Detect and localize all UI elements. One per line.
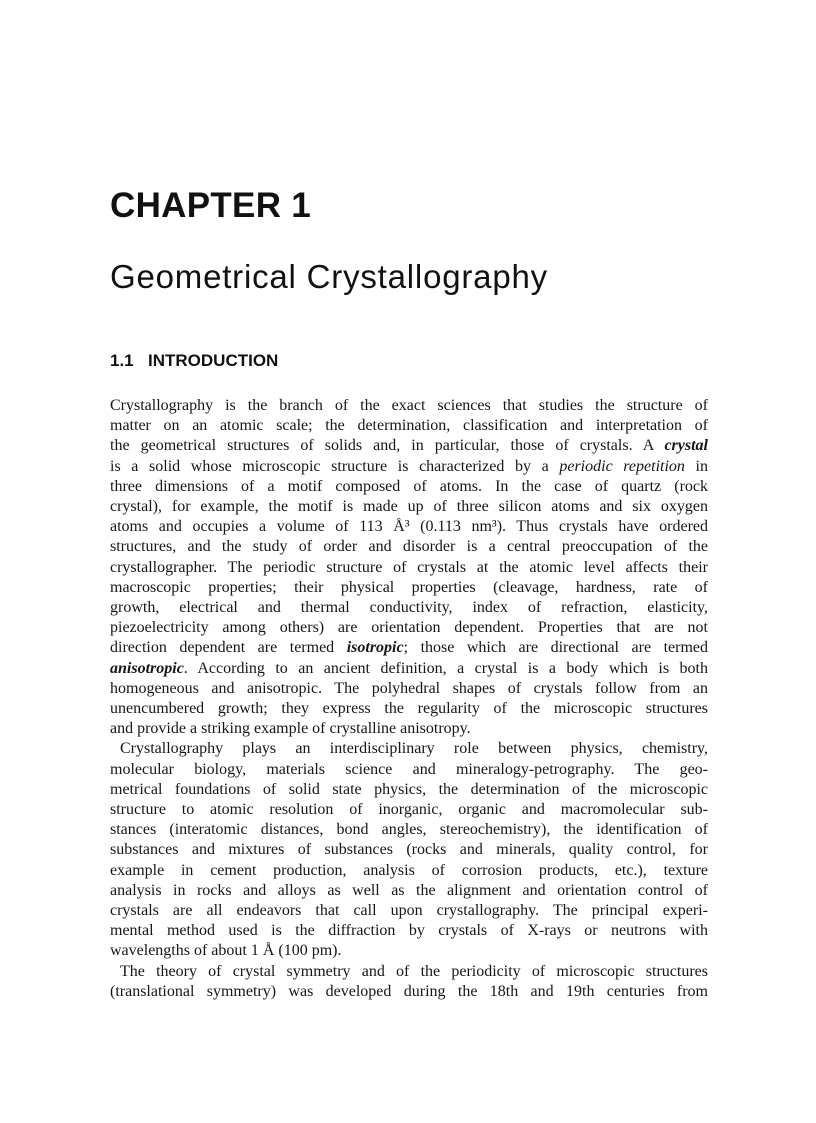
term-periodic-repetition: periodic repetition (559, 457, 685, 475)
section-heading (110, 350, 278, 372)
text-line: and provide a striking example of crystalline anisotropy. (110, 720, 471, 738)
text-line: analysis in rocks and alloys as well as the alignment and orientation control of (110, 881, 708, 899)
section-number: 1.1 (110, 351, 134, 370)
term-anisotropic: anisotropic (110, 659, 184, 677)
term-crystal: crystal (664, 437, 708, 455)
paragraph-1 (110, 396, 708, 739)
text-line: anisotropic. According to an ancient definition, a crystal is a body which is both (110, 659, 708, 677)
text-line: (translational symmetry) was developed during the 18th and 19th centuries from (110, 982, 708, 1000)
text-line: crystal), for example, the motif is made up of three silicon atoms and six oxygen (110, 498, 708, 516)
term-isotropic: isotropic (346, 639, 404, 657)
text-line: structures, and the study of order and disorder is a central preoccupation of the (110, 538, 708, 556)
text-line: macroscopic properties; their physical properties (cleavage, hardness, rate of (110, 578, 708, 596)
text-line: matter on an atomic scale; the determination, classification and interpretation of (110, 417, 708, 435)
text-line: is a solid whose microscopic structure is characterized by a periodic repetition in (110, 457, 709, 475)
text-line: unencumbered growth; they express the regularity of the microscopic structures (110, 700, 708, 718)
text-line: atoms and occupies a volume of 113 Å³ (0.113 nm³). Thus crystals have ordered (110, 518, 708, 536)
chapter-title: Geometrical Crystallography (110, 258, 548, 295)
text-line: crystallographer. The periodic structure of crystals at the atomic level affects their (110, 558, 708, 576)
text-line: three dimensions of a motif composed of atoms. In the case of quartz (rock (110, 477, 708, 495)
text-line: growth, electrical and thermal conductivity, index of refraction, elasticity, (110, 599, 708, 617)
text-line: mental method used is the diffraction by crystals of X-rays or neutrons with (110, 922, 708, 940)
text-line: direction dependent are termed isotropic; those which are directional are termed (110, 639, 708, 657)
text-line: crystals are all endeavors that call upon crystallography. The principal experi- (110, 902, 708, 920)
text-line: Crystallography plays an interdisciplinary role between physics, chemistry, (120, 740, 708, 758)
text-line: example in cement production, analysis of corrosion products, etc.), texture (110, 861, 708, 879)
text-line: substances and mixtures of substances (rocks and minerals, quality control, for (110, 841, 708, 859)
text-line: structure to atomic resolution of inorganic, organic and macromolecular sub- (110, 801, 708, 819)
text-line: piezoelectricity among others) are orientation dependent. Properties that are not (110, 619, 708, 637)
text-line: stances (interatomic distances, bond angles, stereochemistry), the identification of (110, 821, 708, 839)
text-line: homogeneous and anisotropic. The polyhedral shapes of crystals follow from an (110, 679, 708, 697)
paragraph-2 (110, 739, 708, 961)
text-line: molecular biology, materials science and mineralogy-petrography. The geo- (110, 760, 708, 778)
body-text (110, 396, 708, 1002)
text-line: wavelengths of about 1 Å (100 pm). (110, 942, 342, 960)
text-line: Crystallography is the branch of the exact sciences that studies the structure of (110, 397, 708, 414)
section-title: INTRODUCTION (148, 351, 279, 370)
paragraph-3 (110, 962, 708, 1002)
text-line: metrical foundations of solid state physics, the determination of the microscopic (110, 780, 708, 798)
chapter-label: CHAPTER 1 (110, 186, 312, 225)
text-line: the geometrical structures of solids and, in particular, those of crystals. A crystal (110, 437, 708, 455)
text-line: The theory of crystal symmetry and of the periodicity of microscopic structures (120, 962, 708, 980)
